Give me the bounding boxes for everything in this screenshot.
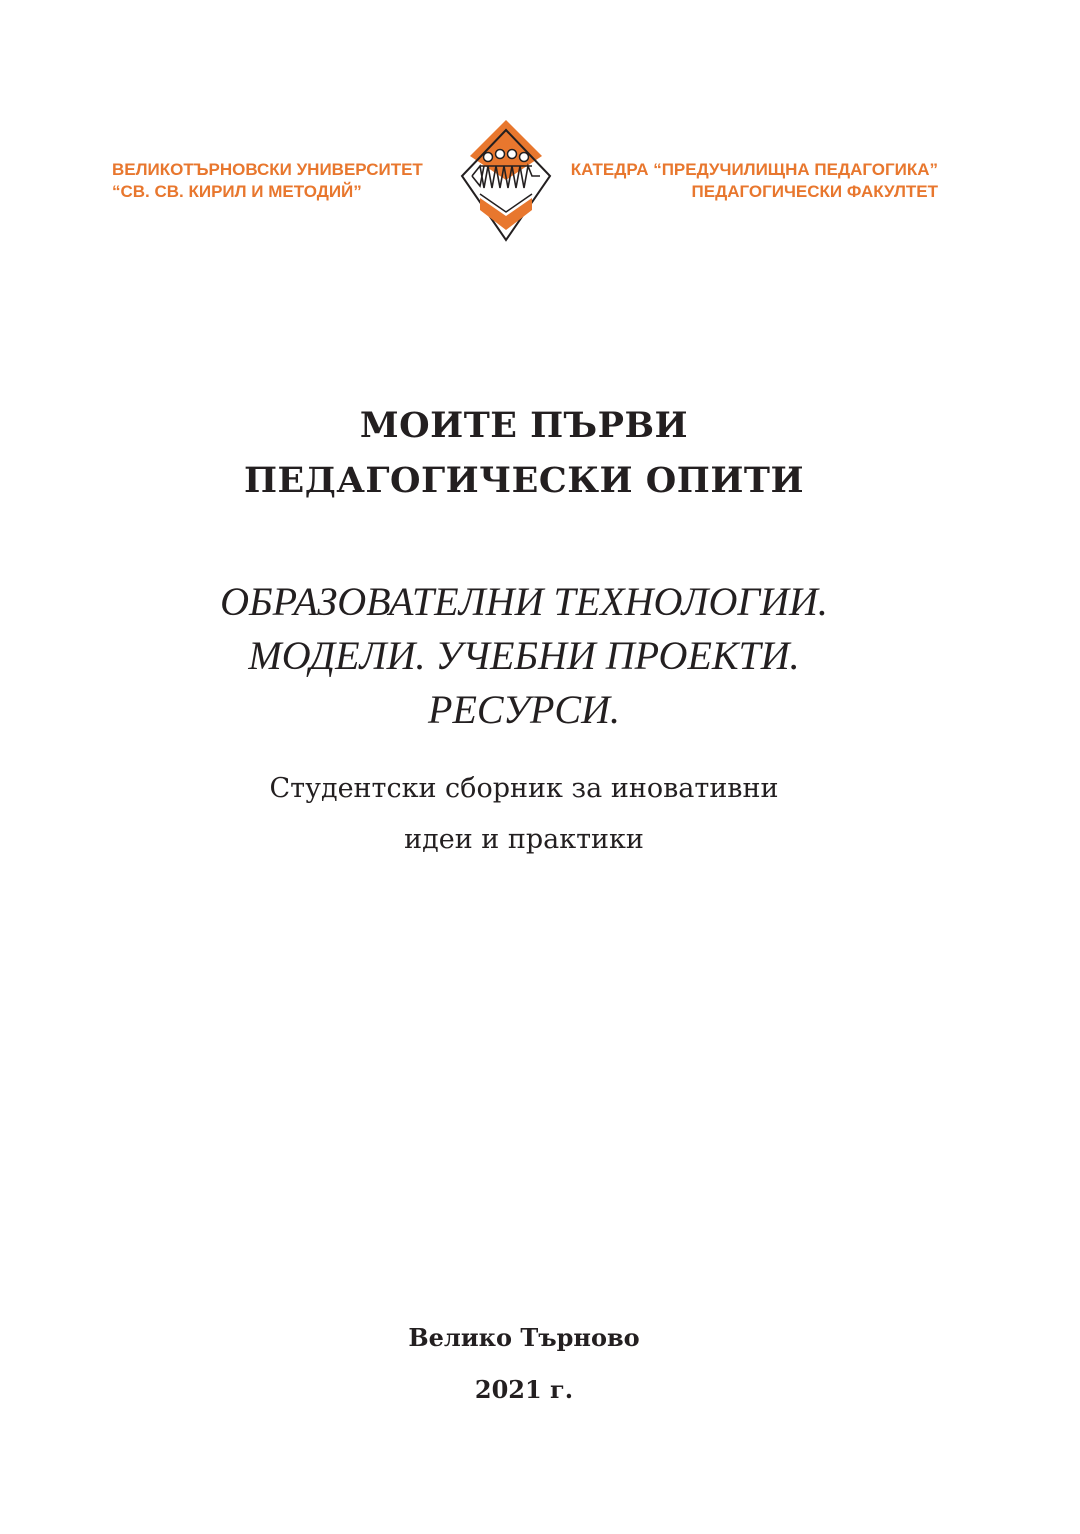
book-subtitle-line2: МОДЕЛИ. УЧЕБНИ ПРОЕКТИ. xyxy=(248,633,800,678)
university-name-line2: “СВ. СВ. КИРИЛ И МЕТОДИЙ” xyxy=(112,182,362,201)
book-subtitle-line1: ОБРАЗОВАТЕЛНИ ТЕХНОЛОГИИ. xyxy=(220,579,828,624)
book-subtitle-line3: РЕСУРСИ. xyxy=(428,687,620,732)
book-subtitle xyxy=(0,575,1048,737)
imprint xyxy=(0,1312,1048,1416)
department-logo-icon xyxy=(458,118,554,242)
book-title-line2: ПЕДАГОГИЧЕСКИ ОПИТИ xyxy=(243,460,805,501)
book-description-line1: Студентски сборник за иновативни xyxy=(269,773,779,804)
department-name-line1: КАТЕДРА “ПРЕДУЧИЛИЩНА ПЕДАГОГИКА” xyxy=(570,160,938,179)
book-title-line1: МОИТЕ ПЪРВИ xyxy=(359,405,689,446)
book-description-line2: идеи и практики xyxy=(404,824,644,855)
book-description xyxy=(0,763,1048,865)
department-name xyxy=(568,159,938,203)
university-name-line1: ВЕЛИКОТЪРНОВСКИ УНИВЕРСИТЕТ xyxy=(112,160,423,179)
department-name-line2: ПЕДАГОГИЧЕСКИ ФАКУЛТЕТ xyxy=(691,182,938,201)
imprint-year: 2021 г. xyxy=(474,1375,574,1404)
imprint-place: Велико Търново xyxy=(408,1323,640,1352)
university-name xyxy=(112,159,442,203)
book-title xyxy=(0,398,1048,508)
